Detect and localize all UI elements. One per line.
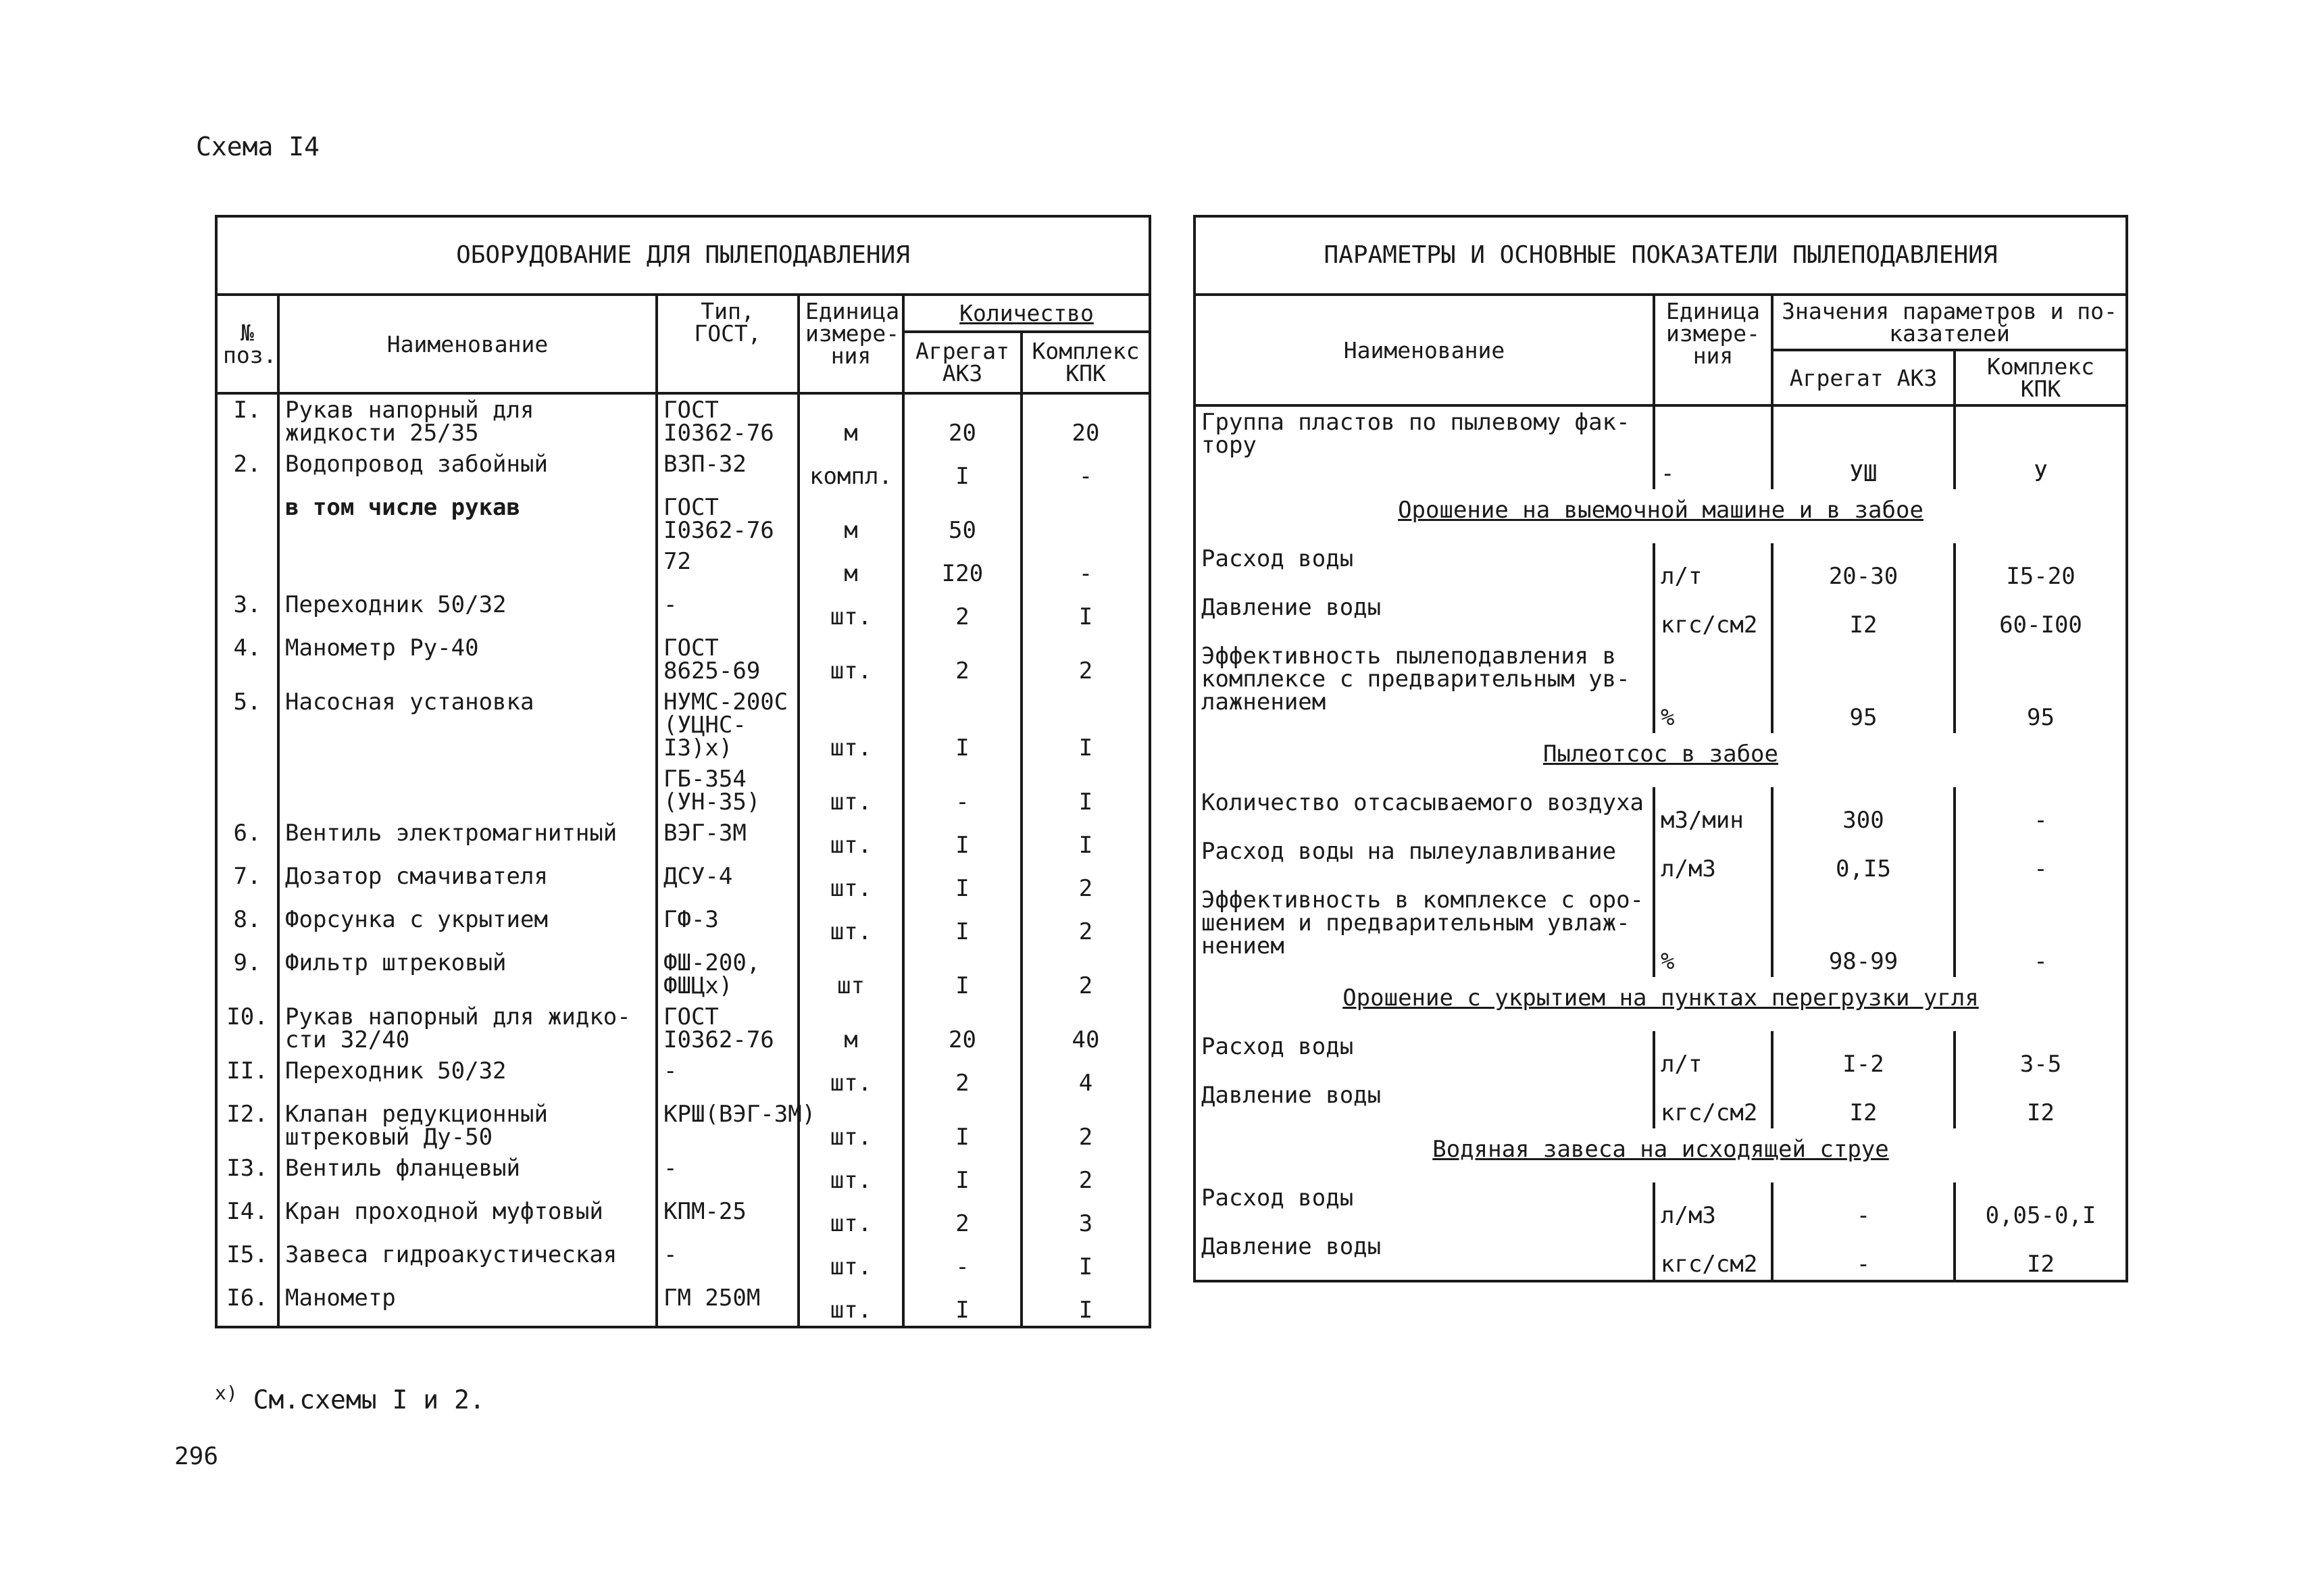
table-row bbox=[216, 947, 1150, 1001]
section-row bbox=[1194, 1128, 2127, 1182]
equipment-num-cell: 6. bbox=[216, 818, 278, 861]
equipment-type-cell: ВЭГ-3М bbox=[657, 818, 799, 861]
equipment-qty-a-cell: I bbox=[903, 687, 1022, 764]
param-value-a-cell: - bbox=[1772, 1231, 1955, 1281]
equipment-type-cell: - bbox=[657, 1239, 799, 1282]
header-type: Тип, ГОСТ, bbox=[657, 295, 799, 393]
equipment-name-cell: Переходник 50/32 bbox=[278, 589, 657, 632]
equipment-unit-cell: шт. bbox=[799, 764, 903, 818]
equipment-qty-k-cell: I bbox=[1022, 589, 1150, 632]
equipment-unit-cell: шт bbox=[799, 947, 903, 1001]
equipment-name-cell: Фильтр штрековый bbox=[278, 947, 657, 1001]
params-title: ПАРАМЕТРЫ И ОСНОВНЫЕ ПОКАЗАТЕЛИ ПЫЛЕПОДАВЛЕНИЯ bbox=[1194, 216, 2127, 295]
equipment-qty-a-cell: I bbox=[903, 904, 1022, 947]
param-value-k-cell: I2 bbox=[1955, 1231, 2127, 1281]
footnote-mark: x) bbox=[215, 1382, 238, 1404]
section-title: Орошение на выемочной машине и в забое bbox=[1194, 489, 2127, 543]
equipment-qty-k-cell: 2 bbox=[1022, 947, 1150, 1001]
equipment-name-cell: Кран проходной муфтовый bbox=[278, 1196, 657, 1239]
equipment-body bbox=[216, 393, 1150, 1327]
param-unit-cell: л/т bbox=[1654, 1031, 1772, 1080]
equipment-qty-k-cell: 2 bbox=[1022, 904, 1150, 947]
table-row bbox=[216, 1055, 1150, 1099]
equipment-type-cell: ГБ-354 (УН-35) bbox=[657, 764, 799, 818]
equipment-unit-cell: компл. bbox=[799, 449, 903, 492]
equipment-qty-a-cell: I bbox=[903, 947, 1022, 1001]
equipment-type-cell: ВЗП-32 bbox=[657, 449, 799, 492]
table-row bbox=[1194, 641, 2127, 733]
equipment-name-cell: Рукав напорный для жидкости 25/35 bbox=[278, 393, 657, 449]
section-title: Орошение с укрытием на пунктах перегрузки угля bbox=[1194, 977, 2127, 1031]
param-name-cell: Количество отсасываемого воздуха bbox=[1194, 787, 1654, 836]
params-header-values: Значения параметров и по-казателей bbox=[1772, 295, 2127, 350]
param-value-a-cell: УШ bbox=[1772, 405, 1955, 489]
equipment-qty-k-cell: I bbox=[1022, 818, 1150, 861]
equipment-qty-a-cell: I bbox=[903, 861, 1022, 904]
param-name-cell: Расход воды bbox=[1194, 543, 1654, 592]
table-row bbox=[216, 1282, 1150, 1327]
equipment-qty-a-cell: - bbox=[903, 764, 1022, 818]
equipment-unit-cell: м bbox=[799, 393, 903, 449]
equipment-name-cell: Переходник 50/32 bbox=[278, 1055, 657, 1099]
params-header-unit: Единица измере-ния bbox=[1654, 295, 1772, 405]
param-value-a-cell: I-2 bbox=[1772, 1031, 1955, 1080]
equipment-name-cell bbox=[278, 546, 657, 589]
table-row bbox=[1194, 1182, 2127, 1231]
table-row bbox=[1194, 543, 2127, 592]
param-name-cell: Группа пластов по пылевому фак-тору bbox=[1194, 405, 1654, 489]
param-value-a-cell: 98-99 bbox=[1772, 884, 1955, 977]
equipment-unit-cell: шт. bbox=[799, 589, 903, 632]
param-value-a-cell: 0,I5 bbox=[1772, 836, 1955, 884]
equipment-name-cell: Рукав напорный для жидко-сти 32/40 bbox=[278, 1001, 657, 1055]
equipment-type-cell: - bbox=[657, 589, 799, 632]
equipment-name-cell: в том числе рукав bbox=[278, 492, 657, 546]
equipment-num-cell: I3. bbox=[216, 1153, 278, 1196]
params-header-val-a: Агрегат АК3 bbox=[1772, 350, 1955, 405]
equipment-qty-a-cell: 50 bbox=[903, 492, 1022, 546]
equipment-unit-cell: шт. bbox=[799, 1099, 903, 1153]
equipment-qty-a-cell: I bbox=[903, 1099, 1022, 1153]
param-value-k-cell: - bbox=[1955, 787, 2127, 836]
equipment-unit-cell: шт. bbox=[799, 861, 903, 904]
param-name-cell: Эффективность пылеподавления в комплексе с предварительным ув-лажнением bbox=[1194, 641, 1654, 733]
equipment-num-cell: 5. bbox=[216, 687, 278, 764]
header-num: № поз. bbox=[216, 295, 278, 393]
equipment-qty-a-cell: 2 bbox=[903, 1055, 1022, 1099]
equipment-type-cell: ГОСТ 8625-69 bbox=[657, 632, 799, 687]
footnote-text: См.схемы I и 2. bbox=[253, 1385, 485, 1415]
equipment-name-cell bbox=[278, 764, 657, 818]
equipment-type-cell: ГОСТ I0362-76 bbox=[657, 1001, 799, 1055]
equipment-type-cell: КРШ(ВЭГ-3М) bbox=[657, 1099, 799, 1153]
table-row bbox=[1194, 1080, 2127, 1128]
section-title: Водяная завеса на исходящей струе bbox=[1194, 1128, 2127, 1182]
equipment-num-cell: I. bbox=[216, 393, 278, 449]
param-name-cell: Расход воды bbox=[1194, 1031, 1654, 1080]
params-table bbox=[1193, 215, 2128, 1282]
table-row bbox=[1194, 1231, 2127, 1281]
param-name-cell: Расход воды bbox=[1194, 1182, 1654, 1231]
equipment-unit-cell: шт. bbox=[799, 632, 903, 687]
equipment-num-cell bbox=[216, 492, 278, 546]
param-unit-cell: кгс/см2 bbox=[1654, 1231, 1772, 1281]
param-value-a-cell: 20-30 bbox=[1772, 543, 1955, 592]
section-row bbox=[1194, 733, 2127, 787]
param-unit-cell: л/т bbox=[1654, 543, 1772, 592]
equipment-num-cell: 7. bbox=[216, 861, 278, 904]
param-unit-cell: - bbox=[1654, 405, 1772, 489]
param-value-k-cell: I5-20 bbox=[1955, 543, 2127, 592]
equipment-unit-cell: шт. bbox=[799, 1196, 903, 1239]
equipment-qty-k-cell bbox=[1022, 492, 1150, 546]
param-value-k-cell: - bbox=[1955, 836, 2127, 884]
table-row bbox=[216, 632, 1150, 687]
equipment-name-cell: Дозатор смачивателя bbox=[278, 861, 657, 904]
table-row bbox=[216, 1153, 1150, 1196]
table-row bbox=[216, 861, 1150, 904]
equipment-type-cell: НУМС-200С (УЦНС-I3)x) bbox=[657, 687, 799, 764]
equipment-name-cell: Манометр bbox=[278, 1282, 657, 1327]
equipment-num-cell: II. bbox=[216, 1055, 278, 1099]
param-value-k-cell: I2 bbox=[1955, 1080, 2127, 1128]
header-unit: Единица измере-ния bbox=[799, 295, 903, 393]
equipment-qty-a-cell: 2 bbox=[903, 1196, 1022, 1239]
equipment-name-cell: Завеса гидроакустическая bbox=[278, 1239, 657, 1282]
table-row bbox=[1194, 836, 2127, 884]
params-header-val-k: Комплекс КПК bbox=[1955, 350, 2127, 405]
param-value-a-cell: 95 bbox=[1772, 641, 1955, 733]
equipment-title: ОБОРУДОВАНИЕ ДЛЯ ПЫЛЕПОДАВЛЕНИЯ bbox=[216, 216, 1150, 295]
header-name: Наименование bbox=[278, 295, 657, 393]
param-value-k-cell: - bbox=[1955, 884, 2127, 977]
equipment-type-cell: ГОСТ I0362-76 bbox=[657, 393, 799, 449]
equipment-num-cell: I6. bbox=[216, 1282, 278, 1327]
param-unit-cell: л/м3 bbox=[1654, 836, 1772, 884]
equipment-num-cell: I2. bbox=[216, 1099, 278, 1153]
equipment-qty-a-cell: 2 bbox=[903, 589, 1022, 632]
equipment-qty-k-cell: 3 bbox=[1022, 1196, 1150, 1239]
equipment-type-cell: ГОСТ I0362-76 bbox=[657, 492, 799, 546]
equipment-unit-cell: шт. bbox=[799, 1239, 903, 1282]
equipment-name-cell: Вентиль фланцевый bbox=[278, 1153, 657, 1196]
table-row bbox=[216, 546, 1150, 589]
table-row bbox=[216, 1239, 1150, 1282]
equipment-qty-k-cell: 4 bbox=[1022, 1055, 1150, 1099]
equipment-qty-a-cell: I bbox=[903, 449, 1022, 492]
equipment-table bbox=[215, 215, 1151, 1328]
equipment-type-cell: ГМ 250М bbox=[657, 1282, 799, 1327]
table-row bbox=[216, 492, 1150, 546]
param-unit-cell: кгс/см2 bbox=[1654, 592, 1772, 641]
equipment-qty-k-cell: 40 bbox=[1022, 1001, 1150, 1055]
equipment-type-cell: - bbox=[657, 1055, 799, 1099]
table-row bbox=[1194, 787, 2127, 836]
table-row bbox=[1194, 405, 2127, 489]
table-row bbox=[216, 687, 1150, 764]
equipment-num-cell: 3. bbox=[216, 589, 278, 632]
table-row bbox=[216, 904, 1150, 947]
equipment-name-cell: Форсунка с укрытием bbox=[278, 904, 657, 947]
table-row bbox=[216, 818, 1150, 861]
equipment-qty-k-cell: I bbox=[1022, 764, 1150, 818]
equipment-qty-k-cell: I bbox=[1022, 687, 1150, 764]
table-row bbox=[216, 1001, 1150, 1055]
equipment-type-cell: ГФ-3 bbox=[657, 904, 799, 947]
equipment-unit-cell: шт. bbox=[799, 904, 903, 947]
section-title: Пылеотсос в забое bbox=[1194, 733, 2127, 787]
table-row bbox=[216, 1099, 1150, 1153]
equipment-qty-a-cell: I bbox=[903, 1153, 1022, 1196]
equipment-unit-cell: шт. bbox=[799, 1055, 903, 1099]
equipment-unit-cell: м bbox=[799, 1001, 903, 1055]
param-value-a-cell: - bbox=[1772, 1182, 1955, 1231]
equipment-name-cell: Вентиль электромагнитный bbox=[278, 818, 657, 861]
equipment-name-cell: Манометр Ру-40 bbox=[278, 632, 657, 687]
equipment-qty-k-cell: I bbox=[1022, 1239, 1150, 1282]
equipment-qty-k-cell: 2 bbox=[1022, 1099, 1150, 1153]
section-row bbox=[1194, 977, 2127, 1031]
equipment-type-cell: - bbox=[657, 1153, 799, 1196]
header-qty: Количество bbox=[903, 295, 1150, 332]
param-value-a-cell: 300 bbox=[1772, 787, 1955, 836]
param-value-a-cell: I2 bbox=[1772, 1080, 1955, 1128]
equipment-qty-k-cell: I bbox=[1022, 1282, 1150, 1327]
equipment-qty-a-cell: I bbox=[903, 1282, 1022, 1327]
equipment-name-cell: Водопровод забойный bbox=[278, 449, 657, 492]
table-row bbox=[216, 449, 1150, 492]
table-row bbox=[1194, 1031, 2127, 1080]
page-number: 296 bbox=[174, 1443, 219, 1470]
equipment-num-cell: I4. bbox=[216, 1196, 278, 1239]
equipment-qty-a-cell: - bbox=[903, 1239, 1022, 1282]
equipment-num-cell: 2. bbox=[216, 449, 278, 492]
table-row bbox=[216, 393, 1150, 449]
equipment-qty-a-cell: 20 bbox=[903, 1001, 1022, 1055]
equipment-qty-k-cell: - bbox=[1022, 546, 1150, 589]
param-value-k-cell: 60-I00 bbox=[1955, 592, 2127, 641]
section-row bbox=[1194, 489, 2127, 543]
header-qty-k: Комплекс КПК bbox=[1022, 332, 1150, 393]
param-name-cell: Давление воды bbox=[1194, 1080, 1654, 1128]
equipment-num-cell bbox=[216, 764, 278, 818]
equipment-num-cell: 9. bbox=[216, 947, 278, 1001]
equipment-num-cell: 4. bbox=[216, 632, 278, 687]
equipment-qty-k-cell: 2 bbox=[1022, 632, 1150, 687]
equipment-qty-a-cell: 2 bbox=[903, 632, 1022, 687]
equipment-unit-cell: шт. bbox=[799, 818, 903, 861]
table-row bbox=[216, 589, 1150, 632]
equipment-unit-cell: шт. bbox=[799, 1282, 903, 1327]
table-row bbox=[216, 764, 1150, 818]
param-value-k-cell: У bbox=[1955, 405, 2127, 489]
equipment-name-cell: Насосная установка bbox=[278, 687, 657, 764]
equipment-name-cell: Клапан редукционный штрековый Ду-50 bbox=[278, 1099, 657, 1153]
header-qty-a: Агрегат АК3 bbox=[903, 332, 1022, 393]
equipment-num-cell: I5. bbox=[216, 1239, 278, 1282]
param-value-a-cell: I2 bbox=[1772, 592, 1955, 641]
equipment-qty-k-cell: - bbox=[1022, 449, 1150, 492]
equipment-qty-k-cell: 2 bbox=[1022, 861, 1150, 904]
param-name-cell: Расход воды на пылеулавливание bbox=[1194, 836, 1654, 884]
equipment-qty-a-cell: I20 bbox=[903, 546, 1022, 589]
equipment-qty-k-cell: 2 bbox=[1022, 1153, 1150, 1196]
param-unit-cell: м3/мин bbox=[1654, 787, 1772, 836]
equipment-qty-k-cell: 20 bbox=[1022, 393, 1150, 449]
param-value-k-cell: 0,05-0,I bbox=[1955, 1182, 2127, 1231]
equipment-unit-cell: м bbox=[799, 546, 903, 589]
schema-title: Схема I4 bbox=[196, 132, 320, 161]
params-body bbox=[1194, 405, 2127, 1281]
equipment-num-cell: 8. bbox=[216, 904, 278, 947]
param-name-cell: Давление воды bbox=[1194, 592, 1654, 641]
table-row bbox=[1194, 592, 2127, 641]
param-unit-cell: % bbox=[1654, 641, 1772, 733]
equipment-qty-a-cell: 20 bbox=[903, 393, 1022, 449]
equipment-num-cell bbox=[216, 546, 278, 589]
param-name-cell: Давление воды bbox=[1194, 1231, 1654, 1281]
equipment-num-cell: I0. bbox=[216, 1001, 278, 1055]
equipment-type-cell: ДСУ-4 bbox=[657, 861, 799, 904]
param-unit-cell: кгс/см2 bbox=[1654, 1080, 1772, 1128]
param-unit-cell: л/м3 bbox=[1654, 1182, 1772, 1231]
equipment-unit-cell: м bbox=[799, 492, 903, 546]
params-header-name: Наименование bbox=[1194, 295, 1654, 405]
footnote bbox=[215, 1382, 485, 1415]
equipment-type-cell: КПМ-25 bbox=[657, 1196, 799, 1239]
param-value-k-cell: 95 bbox=[1955, 641, 2127, 733]
param-value-k-cell: 3-5 bbox=[1955, 1031, 2127, 1080]
table-row bbox=[216, 1196, 1150, 1239]
table-row bbox=[1194, 884, 2127, 977]
equipment-qty-a-cell: I bbox=[903, 818, 1022, 861]
equipment-unit-cell: шт. bbox=[799, 1153, 903, 1196]
equipment-type-cell: 72 bbox=[657, 546, 799, 589]
param-unit-cell: % bbox=[1654, 884, 1772, 977]
equipment-type-cell: ФШ-200, ФШЦx) bbox=[657, 947, 799, 1001]
equipment-unit-cell: шт. bbox=[799, 687, 903, 764]
param-name-cell: Эффективность в комплексе с оро-шением и предварительным увлаж-нением bbox=[1194, 884, 1654, 977]
